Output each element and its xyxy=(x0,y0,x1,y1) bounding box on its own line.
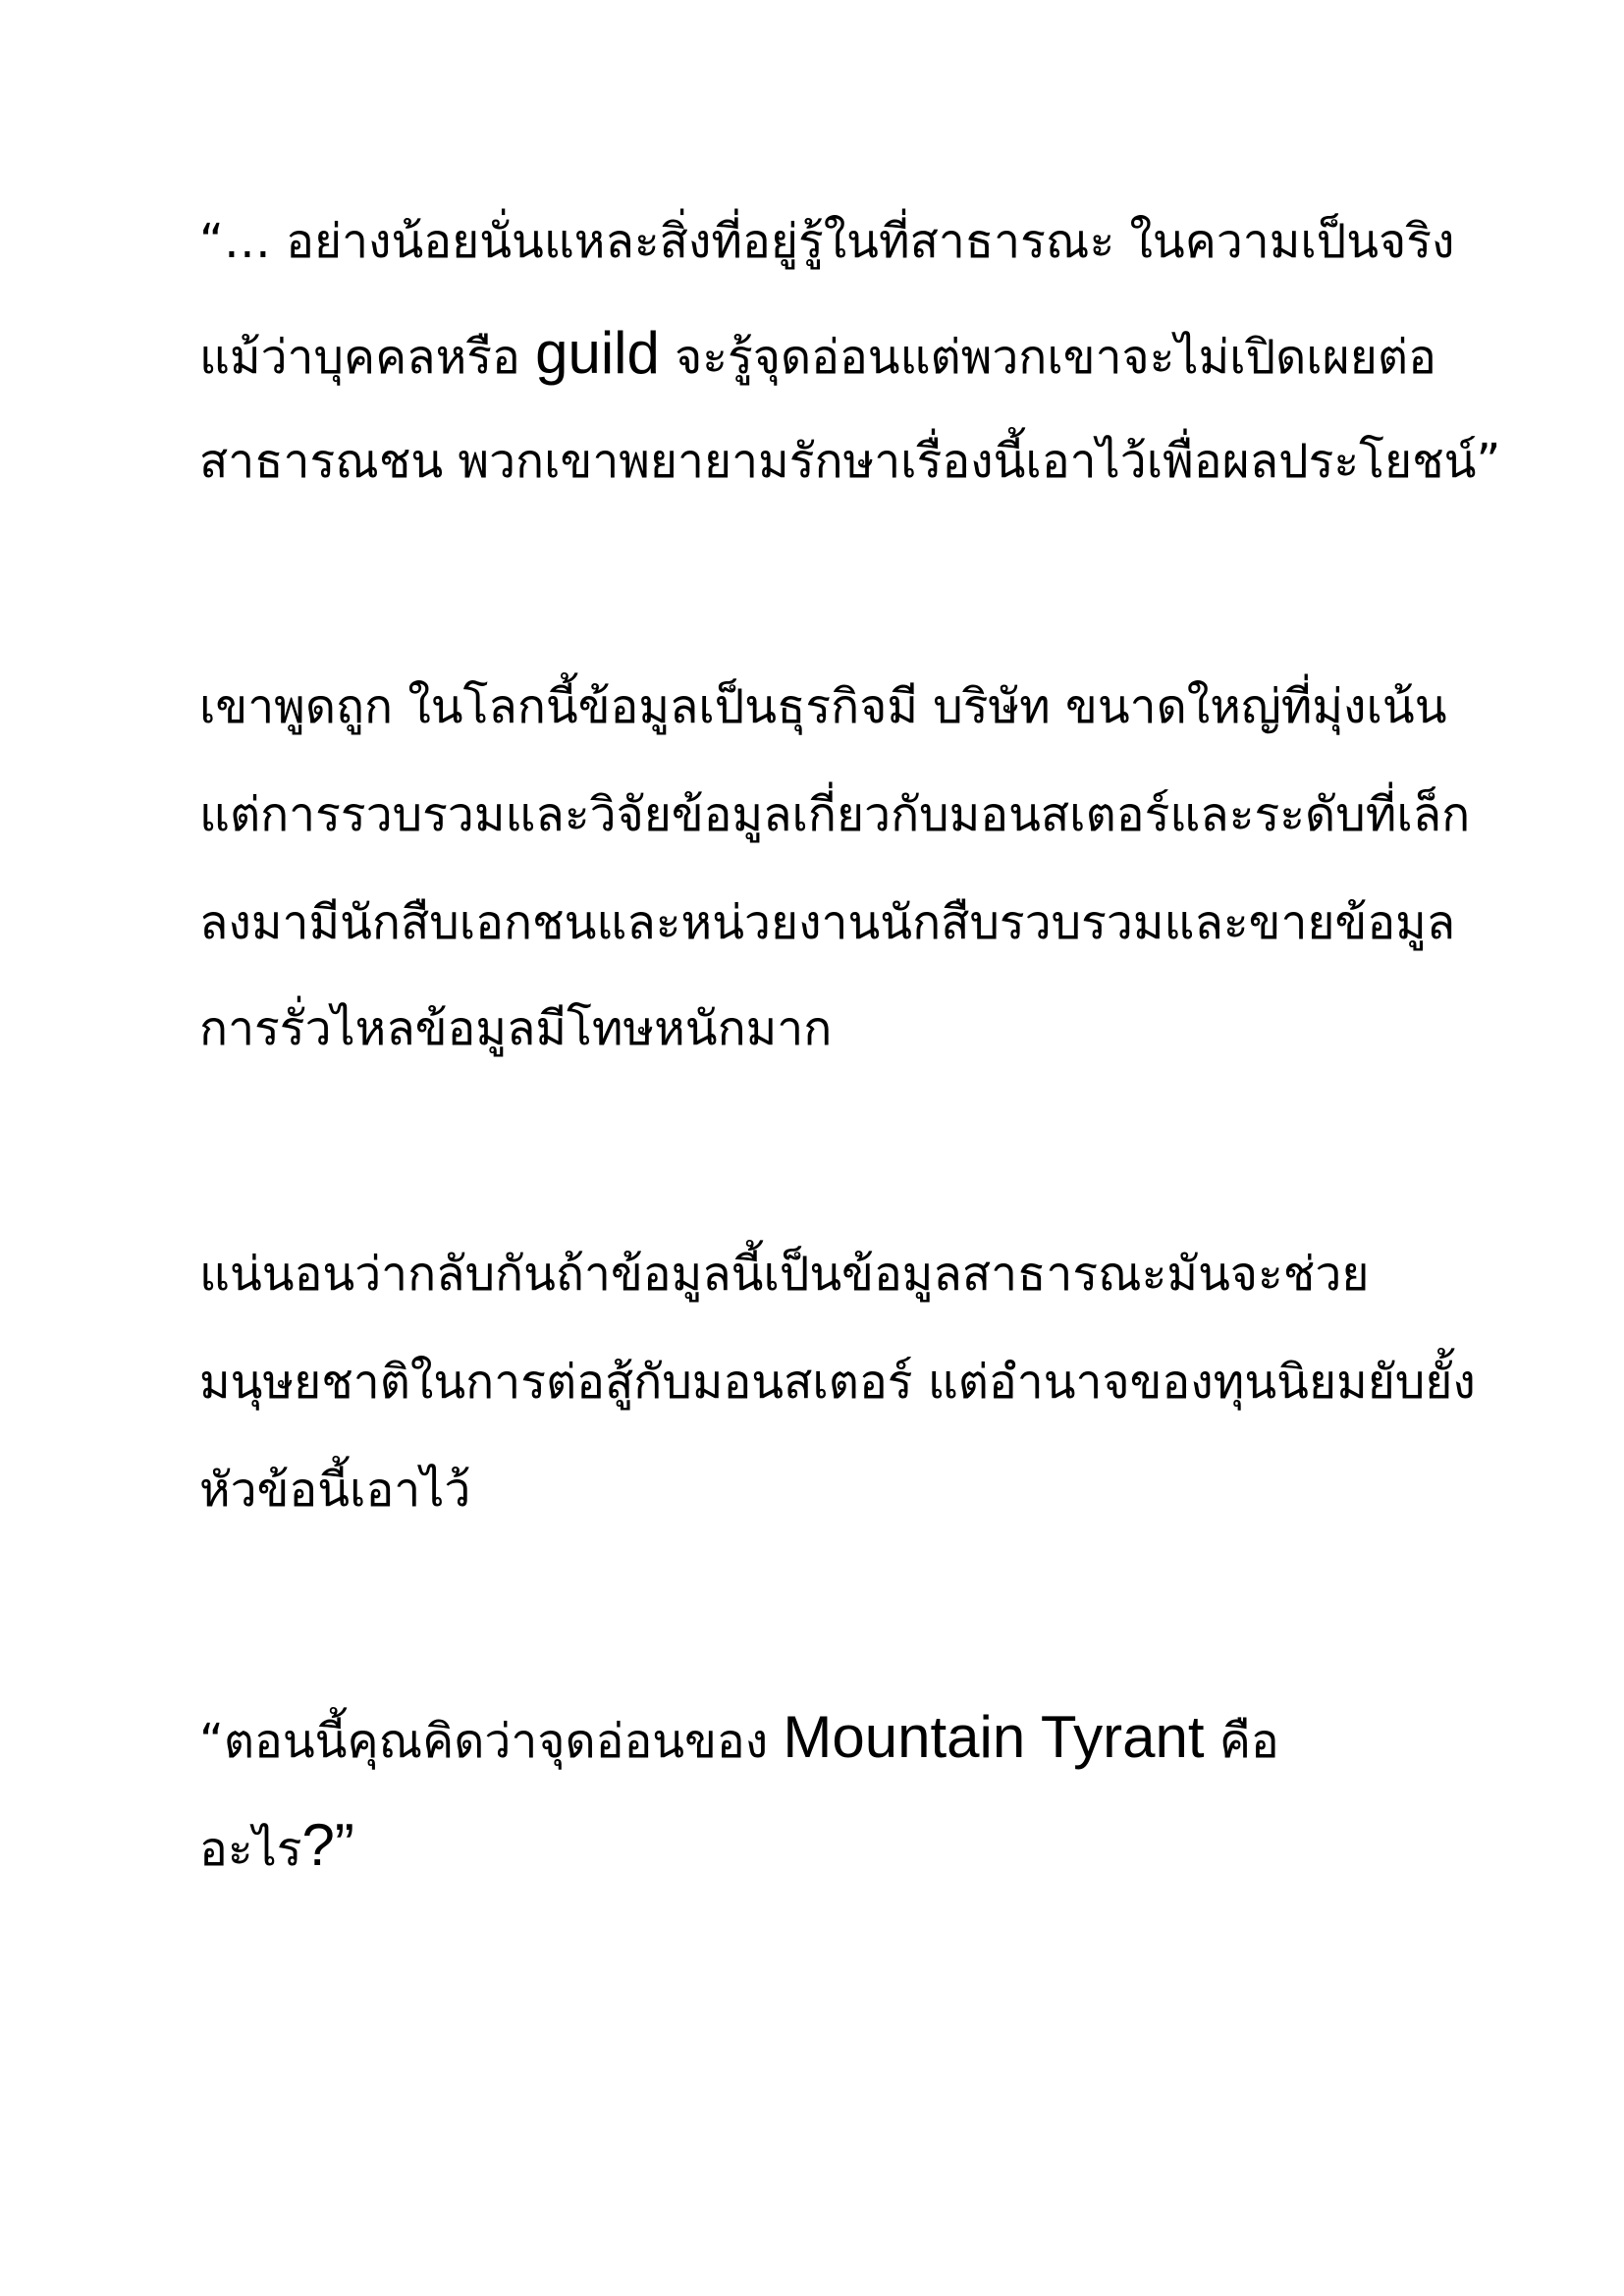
paragraph-2-line-3 xyxy=(199,893,1455,952)
line-text: ลงมามีนักสืบเอกชนและหน่วยงานนักสืบรวบรวมและขายข้อมูล xyxy=(199,895,1456,950)
line-text: เขาพูดถูก ในโลกนี้ข้อมูลเป็นธุรกิจมี บริษัท ขนาดใหญ่ที่มุ่งเน้น xyxy=(199,679,1447,734)
paragraph-1-line-2 xyxy=(199,320,1436,387)
line-text: “ตอนนี้คุณคิดว่าจุดอ่อนของ xyxy=(199,1714,784,1769)
line-text: แม้ว่าบุคคลหรือ xyxy=(199,330,536,385)
latin-word: ?” xyxy=(301,1812,354,1878)
paragraph-3-line-1 xyxy=(199,1245,1369,1304)
paragraph-2-line-4 xyxy=(199,999,832,1058)
line-text: แต่การรวบรวมและวิจัยข้อมูลเกี่ยวกับมอนสเตอร์และระดับที่เล็ก xyxy=(199,787,1471,842)
paragraph-3-line-2 xyxy=(199,1353,1476,1412)
line-text: แน่นอนว่ากลับกันถ้าข้อมูลนี้เป็นข้อมูลสาธารณะมันจะช่วย xyxy=(199,1247,1370,1302)
paragraph-2-line-2 xyxy=(199,785,1470,844)
line-text: อะไร xyxy=(199,1822,302,1877)
paragraph-4-line-2 xyxy=(199,1812,354,1879)
line-text: จะรู้จุดอ่อนแต่พวกเขาจะไม่เปิดเผยต่อ xyxy=(659,330,1436,385)
paragraph-2-line-1 xyxy=(199,677,1447,736)
line-text: มนุษยชาติในการต่อสู้กับมอนสเตอร์ แต่อำนาจของทุนนิยมยับยั้ง xyxy=(199,1355,1476,1410)
paragraph-3-line-3 xyxy=(199,1461,470,1520)
paragraph-4-line-1 xyxy=(199,1704,1279,1771)
latin-word: guild xyxy=(535,320,660,386)
line-text: สาธารณชน พวกเขาพยายามรักษาเรื่องนี้เอาไว้เพื่อผลประโยชน์” xyxy=(199,434,1501,489)
paragraph-1-line-1 xyxy=(199,212,1454,271)
paragraph-1-line-3 xyxy=(199,432,1500,491)
line-text: การรั่วไหลข้อมูลมีโทษหนักมาก xyxy=(199,1001,833,1056)
line-text: “… อย่างน้อยนั่นแหละสิ่งที่อยู่รู้ในที่สาธารณะ ในความเป็นจริง xyxy=(199,214,1455,269)
latin-word: Mountain Tyrant xyxy=(783,1704,1205,1770)
line-text: หัวข้อนี้เอาไว้ xyxy=(199,1463,471,1518)
line-text: คือ xyxy=(1204,1714,1279,1769)
